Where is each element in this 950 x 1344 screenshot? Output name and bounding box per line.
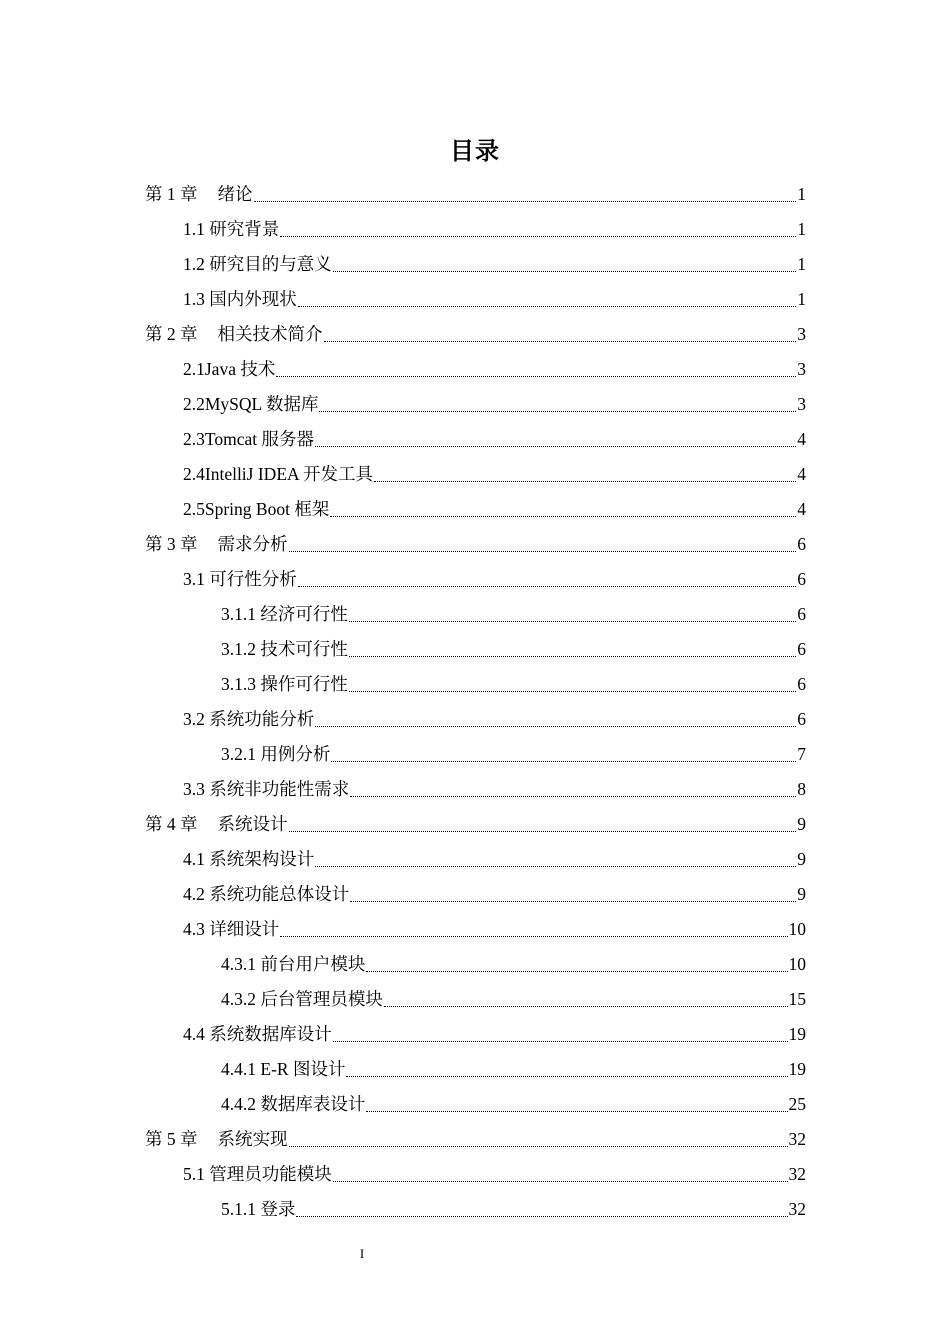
toc-entry-label: 2.2MySQL 数据库 <box>183 394 319 414</box>
toc-entry[interactable] <box>183 912 806 947</box>
toc-entry-label: 3.1.3 操作可行性 <box>221 674 348 694</box>
toc-page-number: 6 <box>797 674 806 694</box>
dot-leader <box>384 982 788 1017</box>
toc-entry[interactable] <box>221 1052 806 1087</box>
toc-entry-label: 1.2 研究目的与意义 <box>183 254 332 274</box>
toc-page-number: 19 <box>788 1059 806 1079</box>
toc-entry[interactable] <box>183 772 806 807</box>
toc-entry[interactable] <box>221 737 806 772</box>
dot-leader <box>280 912 787 947</box>
toc-page-number: 9 <box>797 884 806 904</box>
toc-page-number: 3 <box>797 324 806 344</box>
toc-page-number: 15 <box>788 989 806 1009</box>
toc-entry[interactable] <box>221 1087 806 1122</box>
toc-page-number: 6 <box>797 604 806 624</box>
toc-page-number: 6 <box>797 639 806 659</box>
dot-leader <box>333 1157 788 1192</box>
toc-page-number: 4 <box>797 464 806 484</box>
toc-entry[interactable] <box>183 562 806 597</box>
dot-leader <box>315 842 796 877</box>
toc-page-number: 1 <box>797 219 806 239</box>
dot-leader <box>350 772 796 807</box>
toc-entry[interactable] <box>183 877 806 912</box>
toc-entry-label: 3.1 可行性分析 <box>183 569 297 589</box>
toc-page-number: 4 <box>797 499 806 519</box>
toc-entry-label: 4.3.2 后台管理员模块 <box>221 989 383 1009</box>
toc-entry[interactable] <box>183 422 806 457</box>
toc-entry[interactable] <box>183 387 806 422</box>
toc-entry-label: 3.3 系统非功能性需求 <box>183 779 350 799</box>
dot-leader <box>315 702 796 737</box>
toc-page-number: 10 <box>788 954 806 974</box>
toc-entry-label: 4.3.1 前台用户模块 <box>221 954 366 974</box>
toc-entry-label: 3.1.1 经济可行性 <box>221 604 348 624</box>
toc-entry[interactable] <box>183 842 806 877</box>
toc-entry-label: 1.1 研究背景 <box>183 219 280 239</box>
toc-page-number: 8 <box>797 779 806 799</box>
toc-page-number: 19 <box>788 1024 806 1044</box>
dot-leader <box>324 317 797 352</box>
toc-page-number: 25 <box>788 1094 806 1114</box>
toc-entry-label: 第 1 章 绪论 <box>145 184 253 204</box>
toc-entry[interactable] <box>221 667 806 702</box>
toc-entry[interactable] <box>183 352 806 387</box>
toc-page-number: 6 <box>797 709 806 729</box>
toc-page-number: 3 <box>797 394 806 414</box>
toc-entry[interactable] <box>145 317 806 352</box>
page-title: 目录 <box>450 137 500 165</box>
dot-leader <box>349 632 796 667</box>
toc-page-number: 1 <box>797 254 806 274</box>
dot-leader <box>296 1192 787 1227</box>
toc-entry[interactable] <box>183 247 806 282</box>
dot-leader <box>289 1122 788 1157</box>
dot-leader <box>298 562 797 597</box>
dot-leader <box>276 352 796 387</box>
toc-entry[interactable] <box>183 702 806 737</box>
dot-leader <box>298 282 797 317</box>
dot-leader <box>346 1052 787 1087</box>
toc-entry[interactable] <box>221 947 806 982</box>
toc-entry-label: 4.4.1 E-R 图设计 <box>221 1059 346 1079</box>
toc-entry[interactable] <box>145 1122 806 1157</box>
toc-entry-label: 第 3 章 需求分析 <box>145 534 288 554</box>
toc-page-number: 32 <box>788 1199 806 1219</box>
toc-entry-label: 4.3 详细设计 <box>183 919 280 939</box>
toc-entry-label: 1.3 国内外现状 <box>183 289 297 309</box>
toc-entry[interactable] <box>183 492 806 527</box>
toc-page-number: 3 <box>797 359 806 379</box>
toc-entry[interactable] <box>145 177 806 212</box>
toc-page-number: 32 <box>788 1129 806 1149</box>
toc-entry[interactable] <box>221 632 806 667</box>
toc-page-number: 32 <box>788 1164 806 1184</box>
toc-entry[interactable] <box>183 457 806 492</box>
toc-entry-label: 2.1Java 技术 <box>183 359 276 379</box>
toc-entry[interactable] <box>145 527 806 562</box>
dot-leader <box>330 492 796 527</box>
toc-entry[interactable] <box>183 1157 806 1192</box>
toc-entry[interactable] <box>221 597 806 632</box>
toc-page-number: 6 <box>797 534 806 554</box>
dot-leader <box>366 1087 787 1122</box>
dot-leader <box>289 527 797 562</box>
toc-page-number: 4 <box>797 429 806 449</box>
toc-entry-label: 2.3Tomcat 服务器 <box>183 429 314 449</box>
toc-entry[interactable] <box>221 982 806 1017</box>
dot-leader <box>254 177 797 212</box>
toc-entry-label: 5.1 管理员功能模块 <box>183 1164 332 1184</box>
toc-entry-label: 4.4 系统数据库设计 <box>183 1024 332 1044</box>
toc-page-number: 1 <box>797 289 806 309</box>
dot-leader <box>280 212 796 247</box>
toc-entry-label: 3.1.2 技术可行性 <box>221 639 348 659</box>
dot-leader <box>333 247 797 282</box>
dot-leader <box>374 457 796 492</box>
dot-leader <box>349 667 796 702</box>
toc-entry-label: 第 5 章 系统实现 <box>145 1129 288 1149</box>
toc-entry-label: 5.1.1 登录 <box>221 1199 296 1219</box>
dot-leader <box>349 597 796 632</box>
toc-page-number: 1 <box>797 184 806 204</box>
dot-leader <box>366 947 787 982</box>
toc-entry-label: 3.2.1 用例分析 <box>221 744 331 764</box>
toc-entry[interactable] <box>183 1017 806 1052</box>
toc-entry[interactable] <box>145 807 806 842</box>
toc-page-number: 9 <box>797 849 806 869</box>
toc-entry[interactable] <box>221 1192 806 1227</box>
toc-entry-label: 2.5Spring Boot 框架 <box>183 499 330 519</box>
toc-entry-label: 第 2 章 相关技术简介 <box>145 324 323 344</box>
toc-entry[interactable] <box>183 212 806 247</box>
toc-entry-label: 4.1 系统架构设计 <box>183 849 315 869</box>
toc-entry[interactable] <box>183 282 806 317</box>
toc-page-number: 6 <box>797 569 806 589</box>
dot-leader <box>315 422 796 457</box>
dot-leader <box>289 807 797 842</box>
toc-entry-label: 4.2 系统功能总体设计 <box>183 884 350 904</box>
dot-leader <box>319 387 796 422</box>
dot-leader <box>333 1017 788 1052</box>
dot-leader <box>331 737 796 772</box>
footer-page-number: I <box>359 1246 365 1261</box>
toc-page-number: 9 <box>797 814 806 834</box>
toc-page-number: 10 <box>788 919 806 939</box>
toc-page-number: 7 <box>797 744 806 764</box>
toc-entry-label: 3.2 系统功能分析 <box>183 709 315 729</box>
dot-leader <box>350 877 796 912</box>
toc-entry-label: 4.4.2 数据库表设计 <box>221 1094 366 1114</box>
toc-entry-label: 2.4IntelliJ IDEA 开发工具 <box>183 464 374 484</box>
toc-entry-label: 第 4 章 系统设计 <box>145 814 288 834</box>
